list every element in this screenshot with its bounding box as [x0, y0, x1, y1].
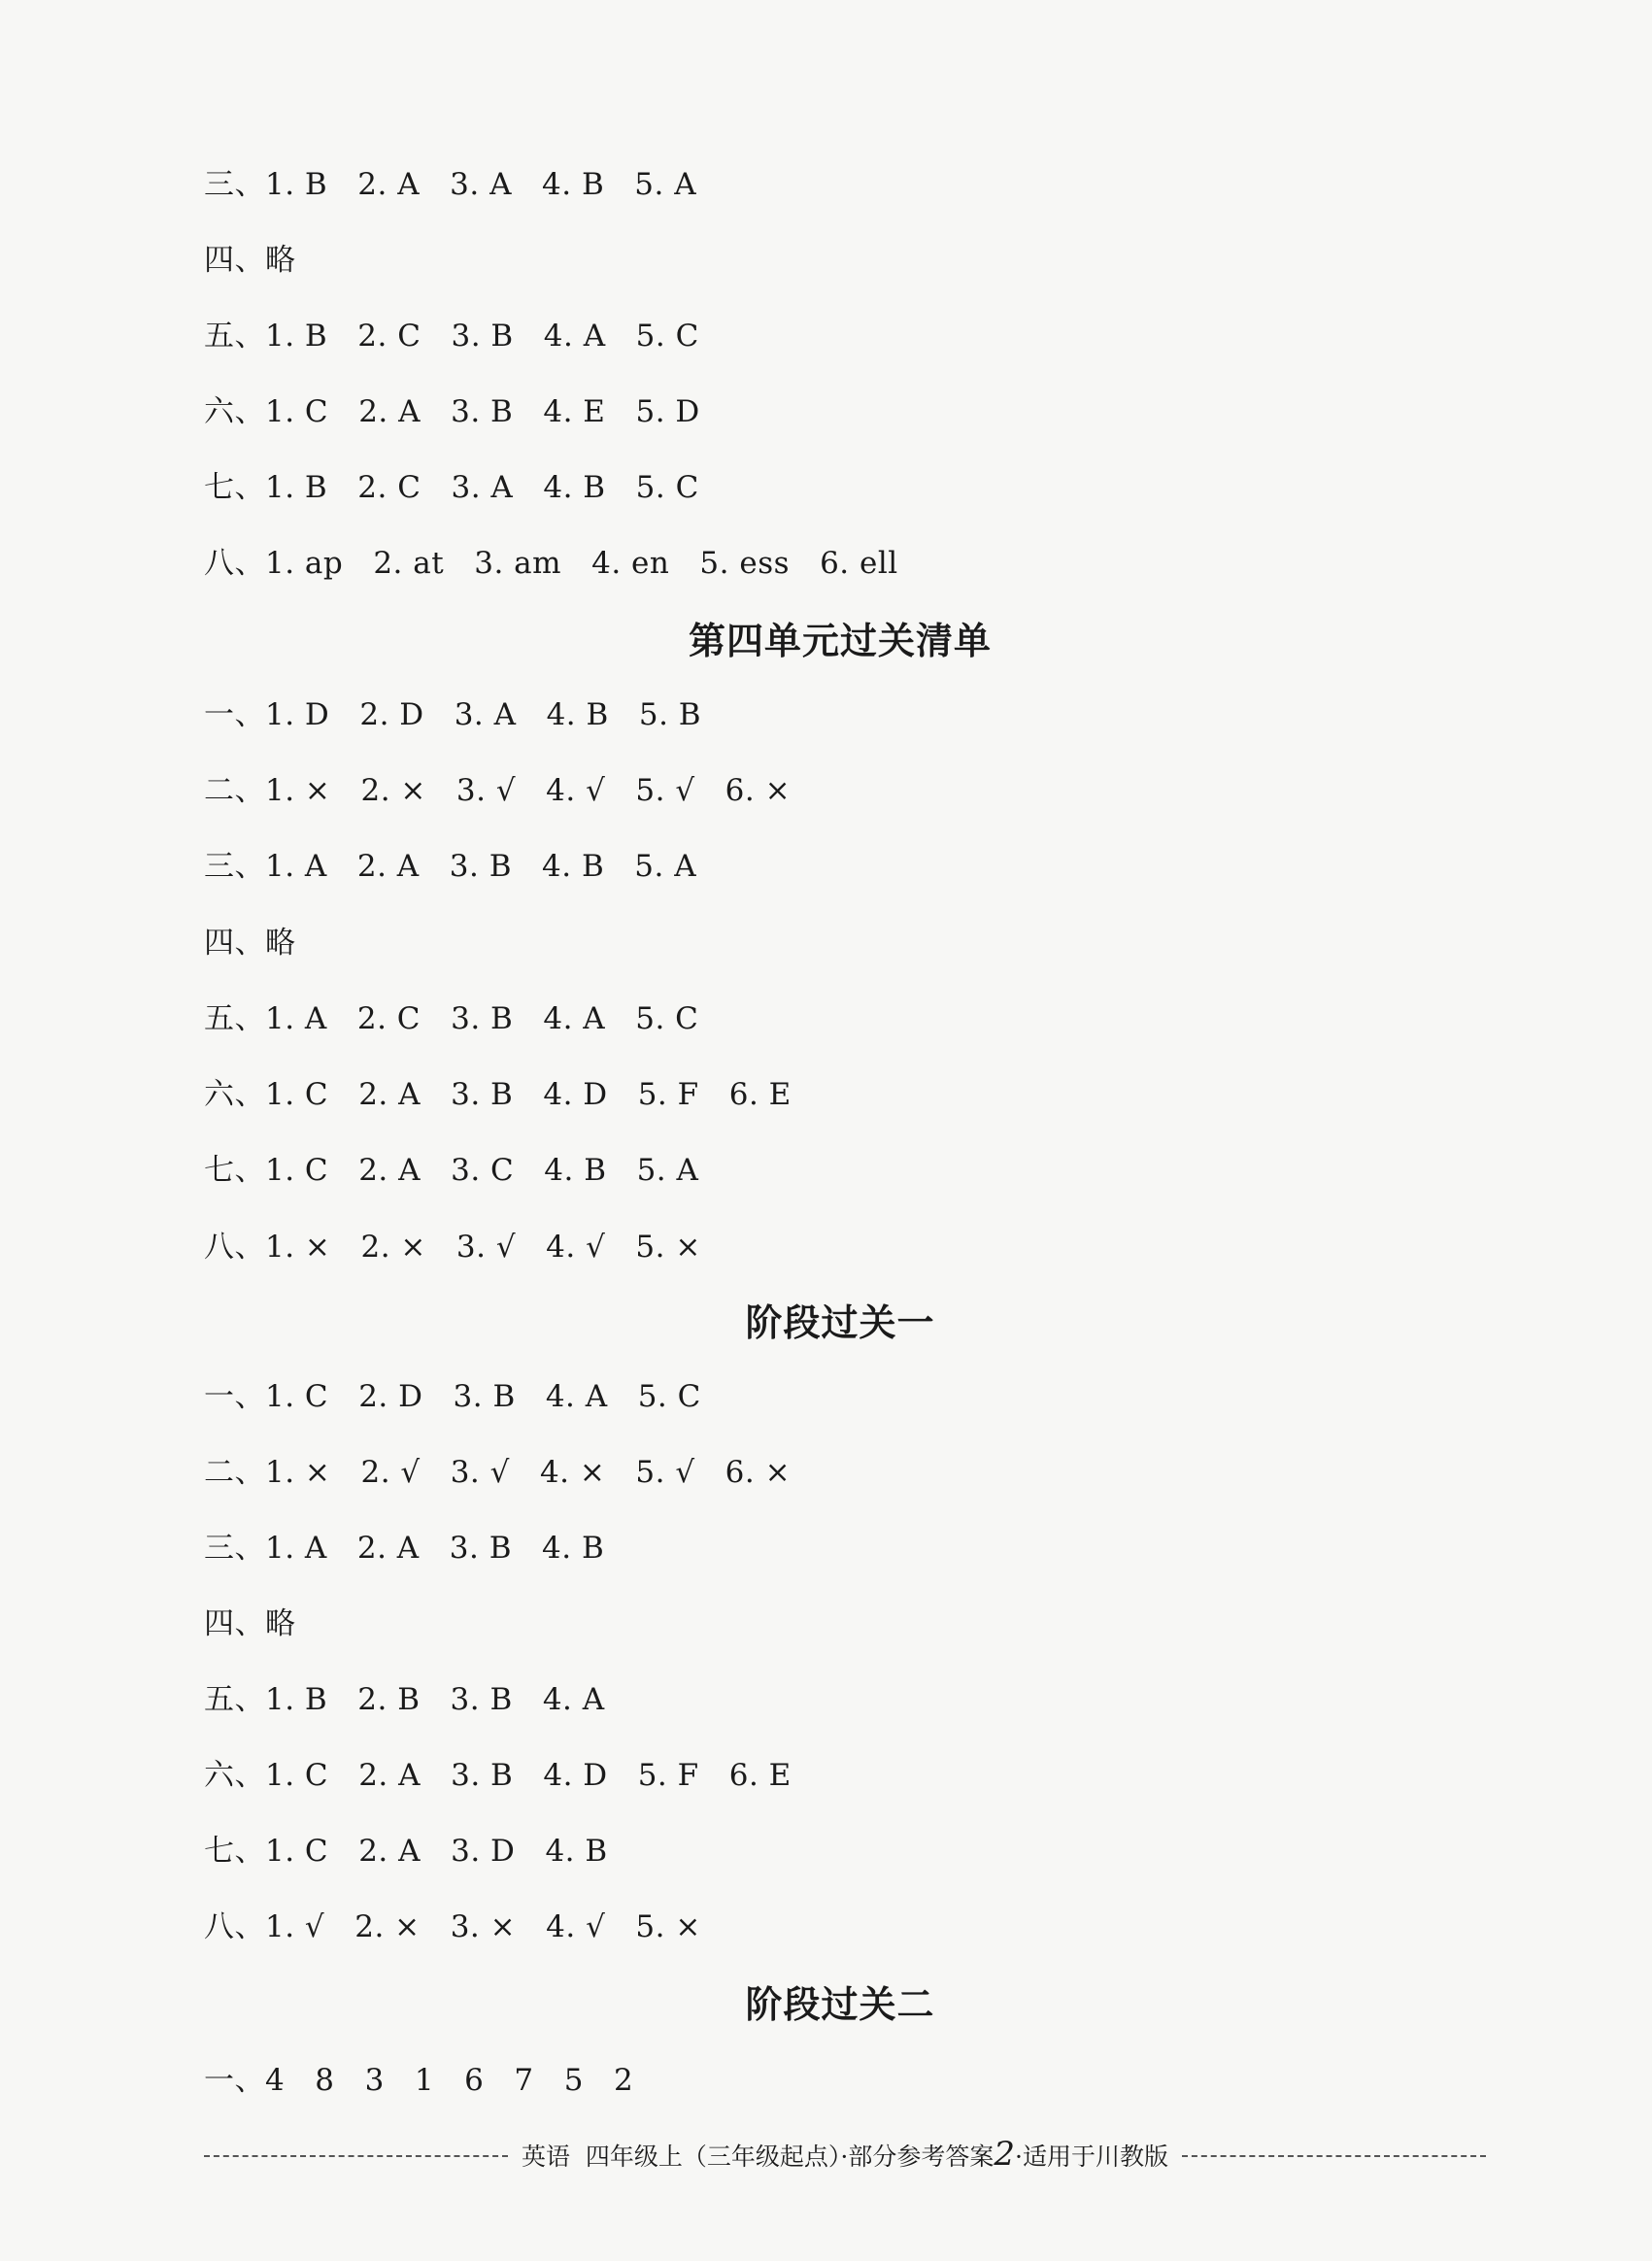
answer-line: 三、1. A 2. A 3. B 4. B [204, 1531, 605, 1566]
answer-line: 四、略 [204, 243, 296, 278]
answer-line: 五、1. A 2. C 3. B 4. A 5. C [204, 1001, 699, 1036]
footer-book-info: 英语 四年级上（三年级起点）·部分参考答案 [522, 2143, 995, 2171]
answer-line: 一、1. C 2. D 3. B 4. A 5. C [204, 1379, 701, 1414]
answer-line: 三、1. A 2. A 3. B 4. B 5. A [204, 849, 697, 884]
answer-line: 七、1. C 2. A 3. D 4. B [204, 1834, 608, 1869]
answer-line: 二、1. × 2. √ 3. √ 4. × 5. √ 6. × [204, 1455, 792, 1490]
answer-line: 四、略 [204, 926, 296, 961]
answer-line: 六、1. C 2. A 3. B 4. D 5. F 6. E [204, 1077, 792, 1112]
answer-line: 四、略 [204, 1606, 296, 1641]
footer-edition: ·适用于川教版 [1015, 2143, 1168, 2171]
section-title: 阶段过关二 [745, 1982, 935, 2026]
section-title: 阶段过关一 [745, 1300, 935, 1344]
footer-divider-right [1182, 2155, 1486, 2157]
answer-line: 一、4 8 3 1 6 7 5 2 [204, 2063, 634, 2098]
answer-line: 二、1. × 2. × 3. √ 4. √ 5. √ 6. × [204, 773, 792, 808]
answer-line: 五、1. B 2. B 3. B 4. A [204, 1682, 605, 1717]
answer-line: 八、1. √ 2. × 3. × 4. √ 5. × [204, 1909, 701, 1944]
answer-line: 六、1. C 2. A 3. B 4. E 5. D [204, 394, 700, 429]
footer-label [508, 2137, 1182, 2175]
answer-line: 一、1. D 2. D 3. A 4. B 5. B [204, 697, 702, 732]
page-footer [204, 2137, 1486, 2175]
answer-line: 七、1. B 2. C 3. A 4. B 5. C [204, 470, 699, 505]
answer-line: 三、1. B 2. A 3. A 4. B 5. A [204, 167, 697, 202]
footer-divider-left [204, 2155, 508, 2157]
answer-line: 五、1. B 2. C 3. B 4. A 5. C [204, 319, 699, 354]
answer-line: 八、1. ap 2. at 3. am 4. en 5. ess 6. ell [204, 546, 898, 581]
section-title: 第四单元过关清单 [688, 619, 992, 662]
answer-line: 七、1. C 2. A 3. C 4. B 5. A [204, 1153, 699, 1188]
answer-line: 八、1. × 2. × 3. √ 4. √ 5. × [204, 1230, 701, 1265]
answer-line: 六、1. C 2. A 3. B 4. D 5. F 6. E [204, 1758, 792, 1793]
page-number: 2 [994, 2135, 1016, 2174]
